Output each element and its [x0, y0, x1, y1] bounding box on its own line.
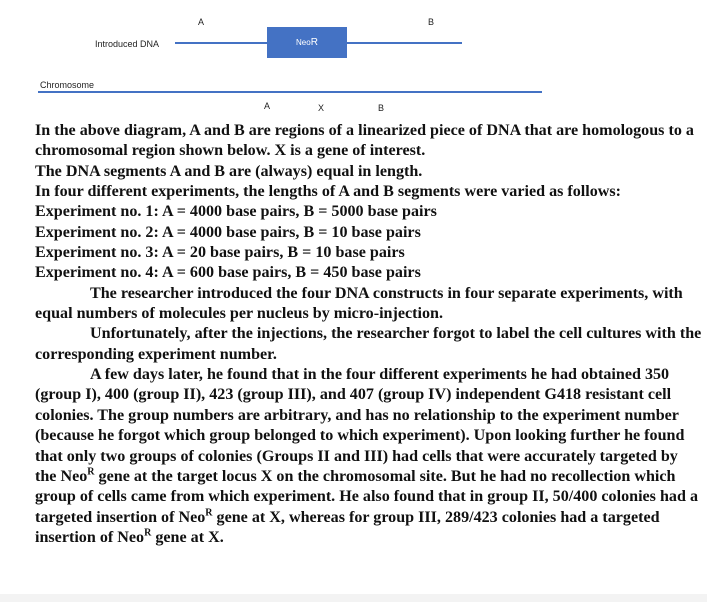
neo-sup-1: R — [87, 466, 95, 478]
results-part-2: gene at the target locus X on the chromosomal site. But he had no recollection which group of cells came from which experiment. He also found that in group II, 50/400 colonies had a targeted insertion of Neo — [35, 467, 698, 526]
label-a-top: A — [198, 17, 205, 27]
label-b-top: B — [428, 17, 435, 27]
neo-sup-2: R — [205, 507, 213, 519]
paragraph-experiments-intro: In four different experiments, the lengths of A and B segments were varied as follows: — [35, 183, 622, 201]
results-part-1: A few days later, he found that in the four different experiments he had obtained 350 (group I), 400 (group II), 423 (group III), and 407 (group IV) independent G418 resistant cell colonies. The group numbers are arbitrary, and has no relationship to the experiment number (because he forgot which group belonged to which experiment). Upon looking further he found that only two groups of colonies (Groups II and III) had cells that were accurately targeted by the Neo — [35, 366, 685, 485]
neo-r-box: Neo R — [267, 27, 347, 58]
experiment-3: Experiment no. 3: A = 20 base pairs, B = 10 base pairs — [35, 244, 405, 262]
paragraph-intro: In the above diagram, A and B are regions of a linearized piece of DNA that are homologous to a chromosomal region shown below. X is a gene of interest. — [35, 122, 694, 160]
chromosome-line — [38, 91, 542, 93]
introduced-dna-label: Introduced DNA — [95, 39, 160, 49]
experiment-2: Experiment no. 2: A = 4000 base pairs, B = 10 base pairs — [35, 223, 421, 241]
results-part-4: gene at X. — [151, 528, 224, 546]
results-part-3: gene at X, whereas for group III, 289/423 colonies had a targeted insertion of Neo — [35, 508, 660, 546]
paragraph-forgot-label: Unfortunately, after the injections, the researcher forgot to label the cell cultures with the corresponding experiment number. — [35, 325, 702, 363]
segment-b-line — [347, 42, 462, 44]
experiment-1: Experiment no. 1: A = 4000 base pairs, B = 5000 base pairs — [35, 203, 437, 221]
label-x-bottom: X — [318, 103, 325, 113]
segment-a-line — [175, 42, 267, 44]
neo-box-label: Neo — [296, 38, 311, 47]
paragraph-micro-injection: The researcher introduced the four DNA constructs in four separate experiments, with equal numbers of molecules per nucleus by micro-injection. — [35, 284, 683, 323]
experiment-4: Experiment no. 4: A = 600 base pairs, B = 450 base pairs — [35, 264, 421, 282]
question-text — [35, 121, 703, 548]
chromosome-label: Chromosome — [40, 80, 95, 90]
paragraph-results — [35, 365, 703, 548]
neo-sup-3: R — [144, 527, 152, 539]
label-a-bottom: A — [264, 101, 271, 111]
page-bottom-edge — [0, 594, 707, 602]
label-b-bottom: B — [378, 103, 385, 113]
paragraph-equal-length: The DNA segments A and B are (always) equal in length. — [35, 162, 423, 180]
